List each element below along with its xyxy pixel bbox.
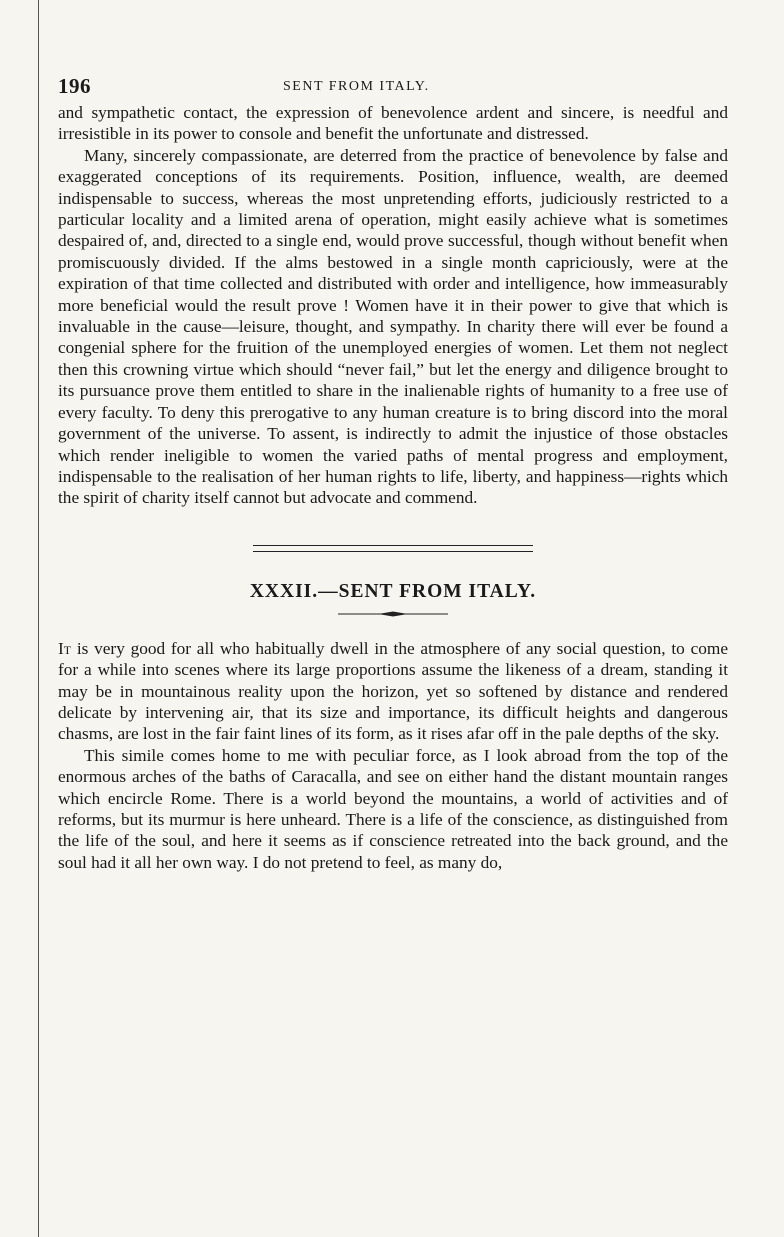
- title-ornament: [338, 610, 448, 618]
- page-left-edge-line: [38, 0, 39, 1237]
- chapter-title: XXXII.—SENT FROM ITALY.: [249, 580, 537, 602]
- section-divider-rule: [253, 545, 533, 552]
- paragraph-charity: Many, sincerely compassionate, are deterred from the practice of benevolence by false and exaggerated conceptions of its requirements. Position, influence, wealth, are deemed indispensable to success, whereas the most unpretending efforts, judiciously restricted to a particular locality and a limited arena of operation, might easily achieve what is sometimes despaired of, and, directed to a single end, would prove successful, though without benefit when promiscuously divided. If the alms bestowed in a single month capriciously, were at the expiration of that time collected and distributed with order and intelligence, how immeasurably more beneficial would the result prove ! Women have it in their power to give that which is invaluable in the cause—leisure, thought, and sympathy. In charity there will ever be found a congenial sphere for the fruition of the unemployed energies of women. Let them not neglect then this crowning virtue which should “never fail,” but let the energy and diligence brought to its pursuance prove them entitled to share in the inalienable rights of humanity to a free use of every faculty. To deny this prerogative to any human creature is to bring discord into the moral government of the universe. To assent, is indirectly to admit the injustice of those obstacles which render ineligible to women the varied paths of mental progress and employment, indispensable to the realisation of her human rights to life, liberty, and happiness—rights which the spirit of charity itself cannot but advocate and commend.: [58, 145, 728, 508]
- paragraph-opening-text: is very good for all who habitually dwell in the atmosphere of any social question, to come for a while into scenes where its large proportions assume the likeness of a dream, standing it may be in mountainous reality upon the horizon, yet so softened by distance and rendered delicate by intervening air, that its size and importance, its difficult heights and dangerous chasms, are lost in the fair faint lines of its form, as it rises afar off in the pale depths of the sky.: [58, 638, 728, 744]
- paragraph-opening: [58, 638, 728, 745]
- book-page: [58, 74, 728, 873]
- paragraph-continued: and sympathetic contact, the expression of benevolence ardent and sincere, is needful and irresistible in its power to console and benefit the unfortunate and distressed.: [58, 103, 728, 144]
- paragraph-simile: [58, 745, 728, 873]
- drop-lead-word: It: [58, 638, 72, 658]
- running-head: SENT FROM ITALY.: [283, 79, 430, 94]
- page-number: 196: [58, 74, 91, 98]
- page-header: [58, 74, 728, 102]
- paragraph-simile-text: This simile comes home to me with peculiar force, as I look abroad from the top of the enormous arches of the baths of Caracalla, and see on either hand the distant mountain ranges which encircle Rome. There is a world beyond the mountains, a world of activities and of reforms, but its murmur is here unheard. There is a life of the conscience, as distinguished from the life of the soul, and here it seems as if conscience retreated into the back ground, and the soul had it all her own way. I do not pretend to feel, as many do,: [58, 745, 728, 872]
